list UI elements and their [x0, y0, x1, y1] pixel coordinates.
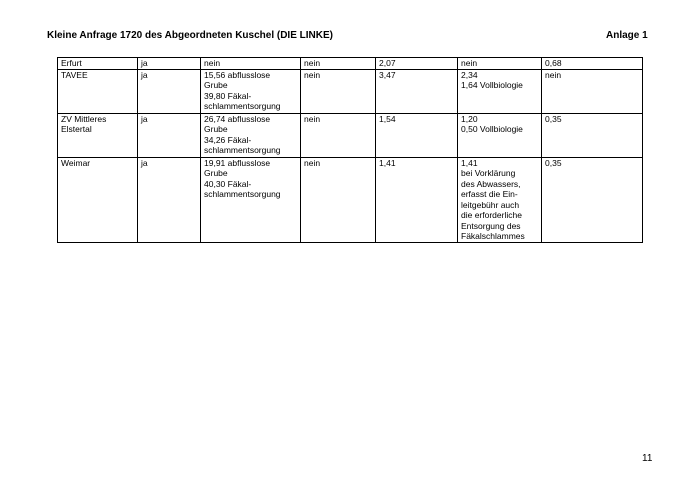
table-cell — [201, 157, 301, 242]
cell-text: 3,47 — [379, 69, 396, 80]
cell-text: nein — [304, 157, 321, 168]
cell-text: Weimar — [61, 157, 91, 168]
cell-text: 1,41 — [461, 157, 478, 168]
cell-text: 2,07 — [379, 58, 396, 68]
cell-text: 2,34 — [461, 69, 478, 80]
table-row — [58, 113, 643, 157]
table-cell — [138, 58, 201, 70]
cell-text: schlammentsorgung — [204, 101, 281, 111]
cell-text: nein — [204, 58, 221, 68]
table-cell — [376, 69, 458, 113]
cell-text: schlammentsorgung — [204, 145, 281, 155]
table-cell — [138, 157, 201, 242]
cell-text: 1,41 — [379, 157, 396, 168]
cell-text: nein — [304, 113, 321, 124]
cell-text: TAVEE — [61, 69, 88, 80]
table-cell — [458, 58, 542, 70]
cell-text: Grube — [204, 124, 228, 134]
table-cell — [201, 113, 301, 157]
table-cell — [542, 157, 643, 242]
table-cell — [58, 58, 138, 70]
table-cell — [201, 69, 301, 113]
cell-text: leitgebühr auch — [461, 199, 520, 210]
cell-text: 1,20 — [461, 113, 478, 124]
table-cell — [458, 157, 542, 242]
cell-text: Entsorgung des — [461, 220, 521, 231]
table-cell — [138, 69, 201, 113]
cell-text: 1,54 — [379, 113, 396, 124]
cell-text: schlammentsorgung — [204, 189, 281, 199]
table-cell — [458, 69, 542, 113]
cell-text: 0,50 Vollbiologie — [461, 124, 523, 134]
cell-text: 1,64 Vollbiologie — [461, 80, 523, 90]
cell-text: Fäkalschlammes — [461, 231, 525, 241]
cell-text: Grube — [204, 168, 228, 178]
table-cell — [301, 113, 376, 157]
cell-text: ja — [141, 58, 148, 68]
table-cell — [376, 113, 458, 157]
table-cell — [58, 69, 138, 113]
table-cell — [301, 58, 376, 70]
page-number: 11 — [642, 453, 653, 464]
document-title: Kleine Anfrage 1720 des Abgeordneten Kuschel (DIE LINKE) — [47, 30, 333, 41]
cell-text: Elstertal — [61, 124, 92, 134]
cell-text: des Abwassers, — [461, 178, 521, 189]
table-cell — [458, 113, 542, 157]
cell-text: ja — [141, 113, 148, 124]
cell-text: 15,56 abflusslose — [204, 69, 271, 80]
table-cell — [301, 69, 376, 113]
cell-text: 40,30 Fäkal- — [204, 178, 252, 189]
cell-text: 0,35 — [545, 113, 562, 124]
table-cell — [542, 113, 643, 157]
table-cell — [301, 157, 376, 242]
table-cell — [201, 58, 301, 70]
table-cell — [376, 58, 458, 70]
cell-text: 26,74 abflusslose — [204, 113, 271, 124]
cell-text: 39,80 Fäkal- — [204, 90, 252, 101]
table-row — [58, 157, 643, 242]
cell-text: ZV Mittleres — [61, 113, 107, 124]
table-cell — [542, 58, 643, 70]
table-cell — [376, 157, 458, 242]
cell-text: 19,91 abflusslose — [204, 157, 271, 168]
table-cell — [58, 157, 138, 242]
cell-text: ja — [141, 69, 148, 80]
cell-text: die erforderliche — [461, 210, 522, 220]
cell-text: nein — [545, 69, 562, 80]
cell-text: nein — [304, 58, 321, 68]
cell-text: Erfurt — [61, 58, 82, 68]
table-cell — [138, 113, 201, 157]
table-row — [58, 69, 643, 113]
cell-text: 0,68 — [545, 58, 562, 68]
cell-text: ja — [141, 157, 148, 168]
cell-text: bei Vorklärung — [461, 168, 516, 178]
data-table — [57, 57, 643, 243]
cell-text: 0,35 — [545, 157, 562, 168]
table-cell — [542, 69, 643, 113]
cell-text: Grube — [204, 80, 228, 90]
cell-text: nein — [461, 58, 478, 68]
table-cell — [58, 113, 138, 157]
cell-text: erfasst die Ein- — [461, 189, 518, 199]
attachment-label: Anlage 1 — [606, 30, 648, 41]
table-row — [58, 58, 643, 70]
cell-text: 34,26 Fäkal- — [204, 134, 252, 145]
cell-text: nein — [304, 69, 321, 80]
